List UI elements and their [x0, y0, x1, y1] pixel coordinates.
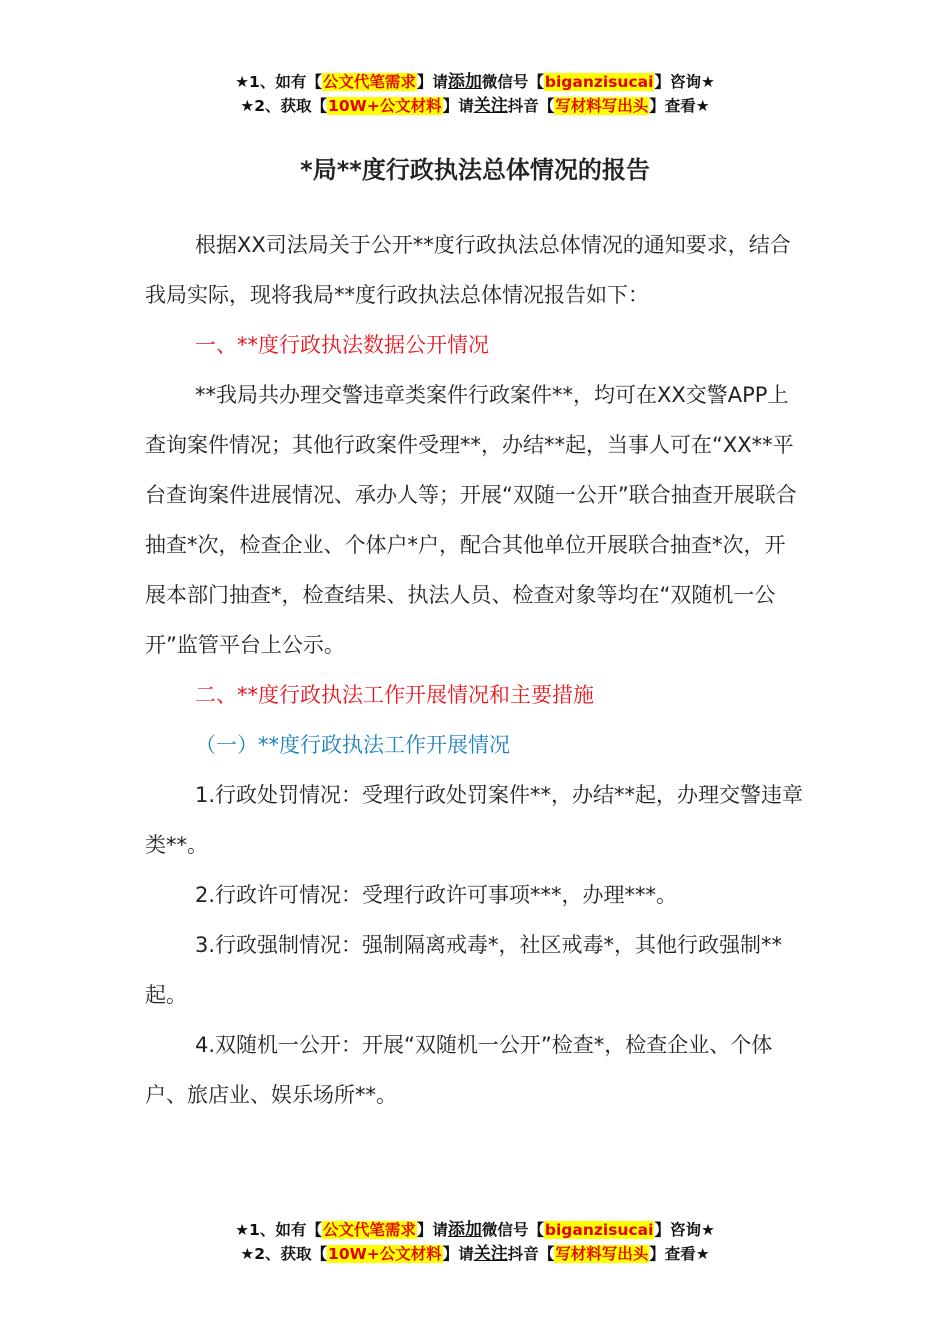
document-body [145, 220, 805, 1120]
section-heading-1: 一、**度行政执法数据公开情况 [195, 333, 489, 357]
banner-text: 】查看★ [649, 97, 710, 115]
subsection-heading-2-1: （一）**度行政执法工作开展情况 [195, 733, 510, 757]
page-title: *局**度行政执法总体情况的报告 [300, 156, 650, 184]
banner-line-2 [0, 1242, 950, 1266]
banner-text: 】请 [416, 73, 448, 91]
banner-text: 】查看★ [649, 1245, 710, 1263]
intro-paragraph: 根据XX司法局关于公开**度行政执法总体情况的通知要求，结合我局实际，现将我局**度行政执法总体情况报告如下： [145, 233, 791, 307]
banner-text: 抖音【 [507, 1245, 555, 1263]
section-heading-2: 二、**度行政执法工作开展情况和主要措施 [195, 683, 594, 707]
banner-text: 抖音【 [507, 97, 555, 115]
top-banner [0, 70, 950, 118]
banner-highlight: 10W+公文材料 [328, 97, 442, 115]
banner-text: 微信号【 [481, 73, 544, 91]
banner-highlight: 公文代笔需求 [322, 1221, 416, 1239]
banner-underline: 添加 [447, 1220, 482, 1240]
banner-line-2 [0, 94, 950, 118]
banner-text: ★1、如有【 [235, 73, 322, 91]
banner-wechat-id: biganzisucai [544, 73, 654, 91]
banner-text: 微信号【 [481, 1221, 544, 1239]
bottom-banner [0, 1218, 950, 1266]
section-1-paragraph: **我局共办理交警违章类案件行政案件**，均可在XX交警APP上查询案件情况；其他行政案件受理**，办结**起，当事人可在“XX**平台查询案件进展情况、承办人等；开展“双随一公开”联合抽查开展联合抽查*次，检查企业、个体户*户，配合其他单位开展联合抽查*次，开展本部门抽查*，检查结果、执法人员、检查对象等均在“双随机一公开”监管平台上公示。 [145, 383, 797, 657]
banner-highlight: 公文代笔需求 [322, 73, 416, 91]
banner-wechat-id: biganzisucai [544, 1221, 654, 1239]
list-item-penalty: 1.行政处罚情况：受理行政处罚案件**，办结**起，办理交警违章类**。 [145, 783, 804, 857]
banner-underline: 添加 [447, 72, 482, 92]
banner-text: 】咨询★ [654, 73, 715, 91]
banner-text: 】请 [442, 97, 474, 115]
banner-line-1 [0, 70, 950, 94]
banner-underline: 关注 [473, 1244, 508, 1264]
banner-text: ★1、如有【 [235, 1221, 322, 1239]
banner-douyin-id: 写材料写出头 [555, 97, 649, 115]
banner-highlight: 10W+公文材料 [328, 1245, 442, 1263]
list-item-random-inspection: 4.双随机一公开：开展“双随机一公开”检查*，检查企业、个体户、旅店业、娱乐场所**。 [145, 1033, 773, 1107]
banner-text: 】请 [416, 1221, 448, 1239]
banner-text: ★2、获取【 [240, 97, 328, 115]
banner-text: 】咨询★ [654, 1221, 715, 1239]
banner-line-1 [0, 1218, 950, 1242]
list-item-enforcement: 3.行政强制情况：强制隔离戒毒*，社区戒毒*，其他行政强制**起。 [145, 933, 783, 1007]
banner-text: 】请 [442, 1245, 474, 1263]
banner-text: ★2、获取【 [240, 1245, 328, 1263]
list-item-license: 2.行政许可情况：受理行政许可事项***，办理***。 [195, 883, 678, 907]
banner-douyin-id: 写材料写出头 [555, 1245, 649, 1263]
banner-underline: 关注 [473, 96, 508, 116]
